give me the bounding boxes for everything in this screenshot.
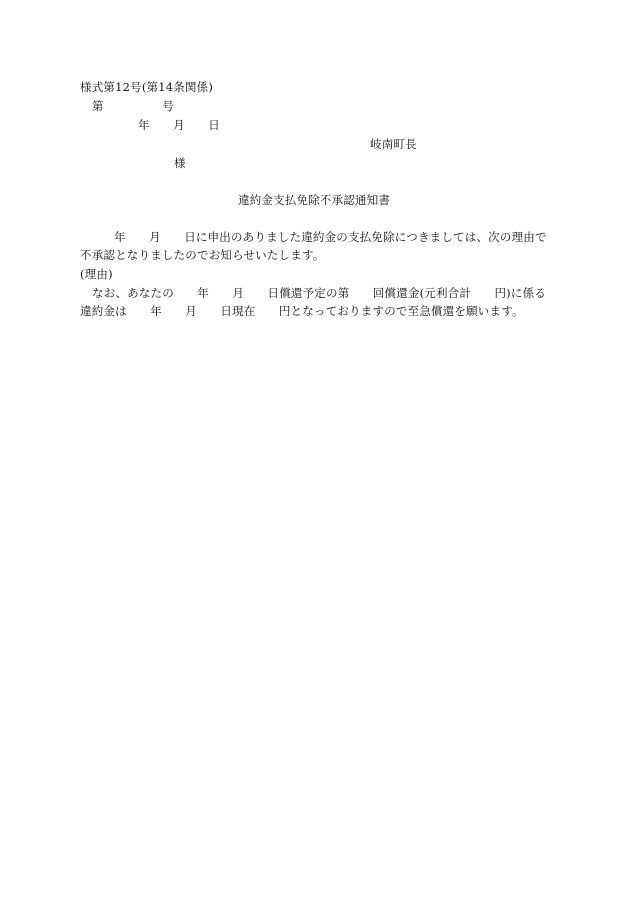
issuer-name: 岐南町長: [370, 137, 417, 151]
number-line: 第 号: [92, 99, 174, 113]
addressee-suffix: 様: [174, 156, 186, 170]
reason-line-2: 違約金は 年 月 日現在 円となっておりますので至急償還を願います。: [80, 304, 524, 318]
form-id: 様式第12号(第14条関係): [80, 80, 214, 94]
body-line-2: 不承認となりましたのでお知らせいたします。: [80, 248, 325, 262]
document-title: 違約金支払免除不承認通知書: [238, 193, 391, 207]
reason-line-1: なお、あなたの 年 月 日償還予定の第 回償還金(元利合計 円)に係る: [92, 286, 546, 300]
body-line-1: 年 月 日に申出のありました違約金の支払免除につきましては、次の理由で: [114, 230, 547, 244]
reason-heading: (理由): [80, 267, 113, 281]
date-line: 年 月 日: [138, 118, 220, 132]
